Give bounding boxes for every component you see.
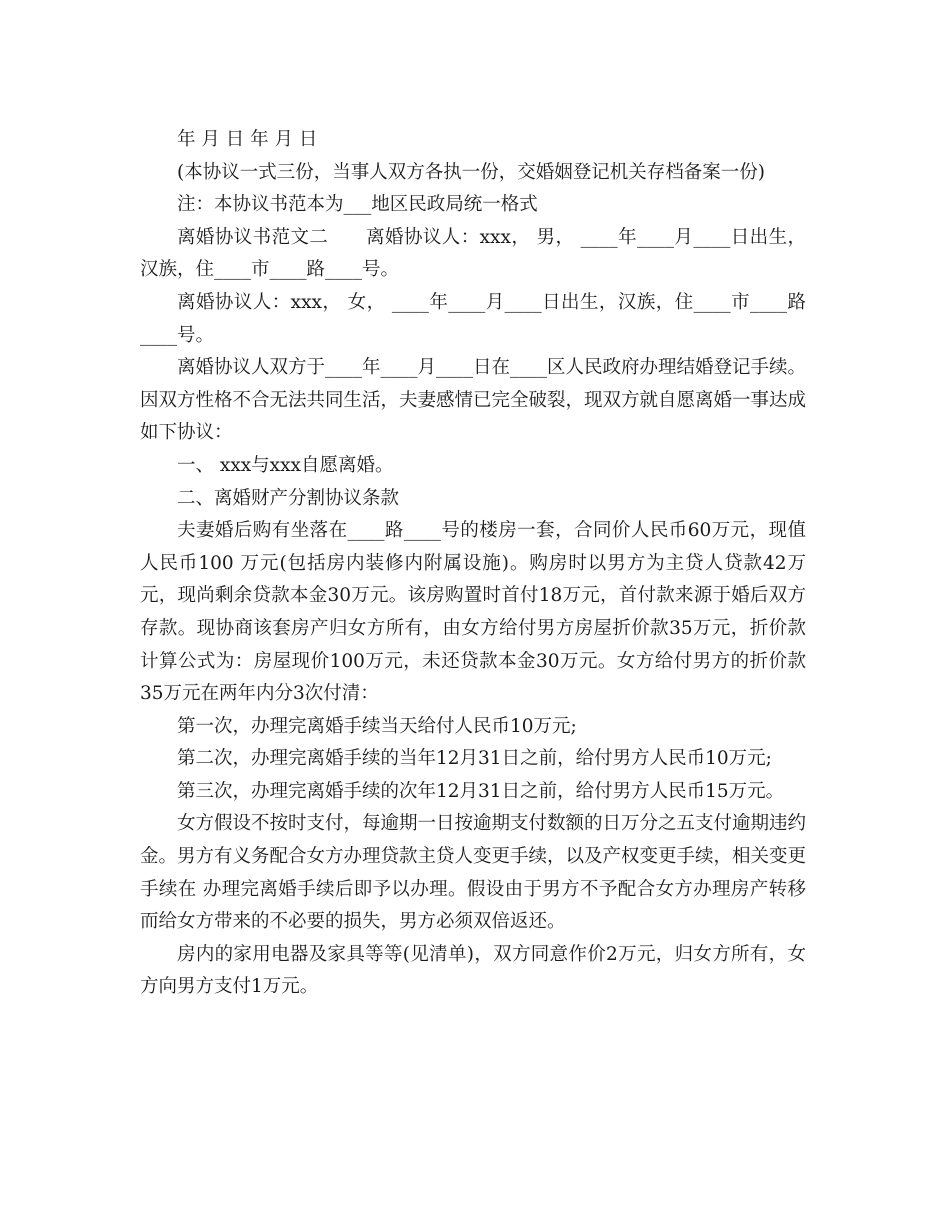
paragraph-payment-third: 第三次，办理完离婚手续的次年12月31日之前，给付男方人民币15万元。 [177,780,785,802]
paragraph-payment-first: 第一次，办理完离婚手续当天给付人民币10万元; [177,715,577,737]
document-body [140,124,806,1004]
paragraph-late-payment: 女方假设不按时支付，每逾期一日按逾期支付数额的日万分之五支付逾期违约金。男方有义务配合女方办理贷款主贷人变更手续，以及产权变更手续，相关变更手续在 办理完离婚手续后即予以办理。假设由于男方不予配合女方办理房产转移而给女方带来的不必要的损失，男方必须双倍返还。 [140,813,807,933]
paragraph-payment-second: 第二次，办理完离婚手续的当年12月31日之前，给付男方人民币10万元; [177,748,772,770]
paragraph-clause-two-heading: 二、离婚财产分割协议条款 [177,487,400,509]
paragraph-party-male: 离婚协议书范文二 离婚协议人：xxx， 男， ____年____月____日出生，汉族，住____市____路____号。 [140,226,806,281]
paragraph-template-note: 注：本协议书范本为___地区民政局统一格式 [177,194,538,216]
paragraph-party-female: 离婚协议人：xxx， 女， ____年____月____日出生，汉族，住____市____路____号。 [140,291,806,346]
paragraph-appliances: 房内的家用电器及家具等等(见清单)，双方同意作价2万元，归女方所有，女方向男方支付1万元。 [140,943,806,998]
paragraph-marriage-registration: 离婚协议人双方于____年____月____日在____区人民政府办理结婚登记手续。因双方性格不合无法共同生活，夫妻感情已完全破裂，现双方就自愿离婚一事达成如下协议： [140,357,807,444]
paragraph-property-house: 夫妻婚后购有坐落在____路____号的楼房一套，合同价人民币60万元，现值人民币100 万元(包括房内装修内附属设施)。购房时以男方为主贷人贷款42万元，现尚剩余贷款本金30万元。该房购置时首付18万元，首付款来源于婚后双方存款。现协商该套房产归女方所有，由女方给付男方房屋折价款35万元，折价款计算公式为：房屋现价100万元，未还贷款本金30万元。女方给付男方的折价款35万元在两年内分3次付清： [140,520,806,705]
paragraph-date-line: 年 月 日 年 月 日 [177,129,318,150]
paragraph-clause-one: 一、 xxx与xxx自愿离婚。 [177,454,394,476]
paragraph-copies-note: (本协议一式三份，当事人双方各执一份，交婚姻登记机关存档备案一份) [177,161,765,183]
